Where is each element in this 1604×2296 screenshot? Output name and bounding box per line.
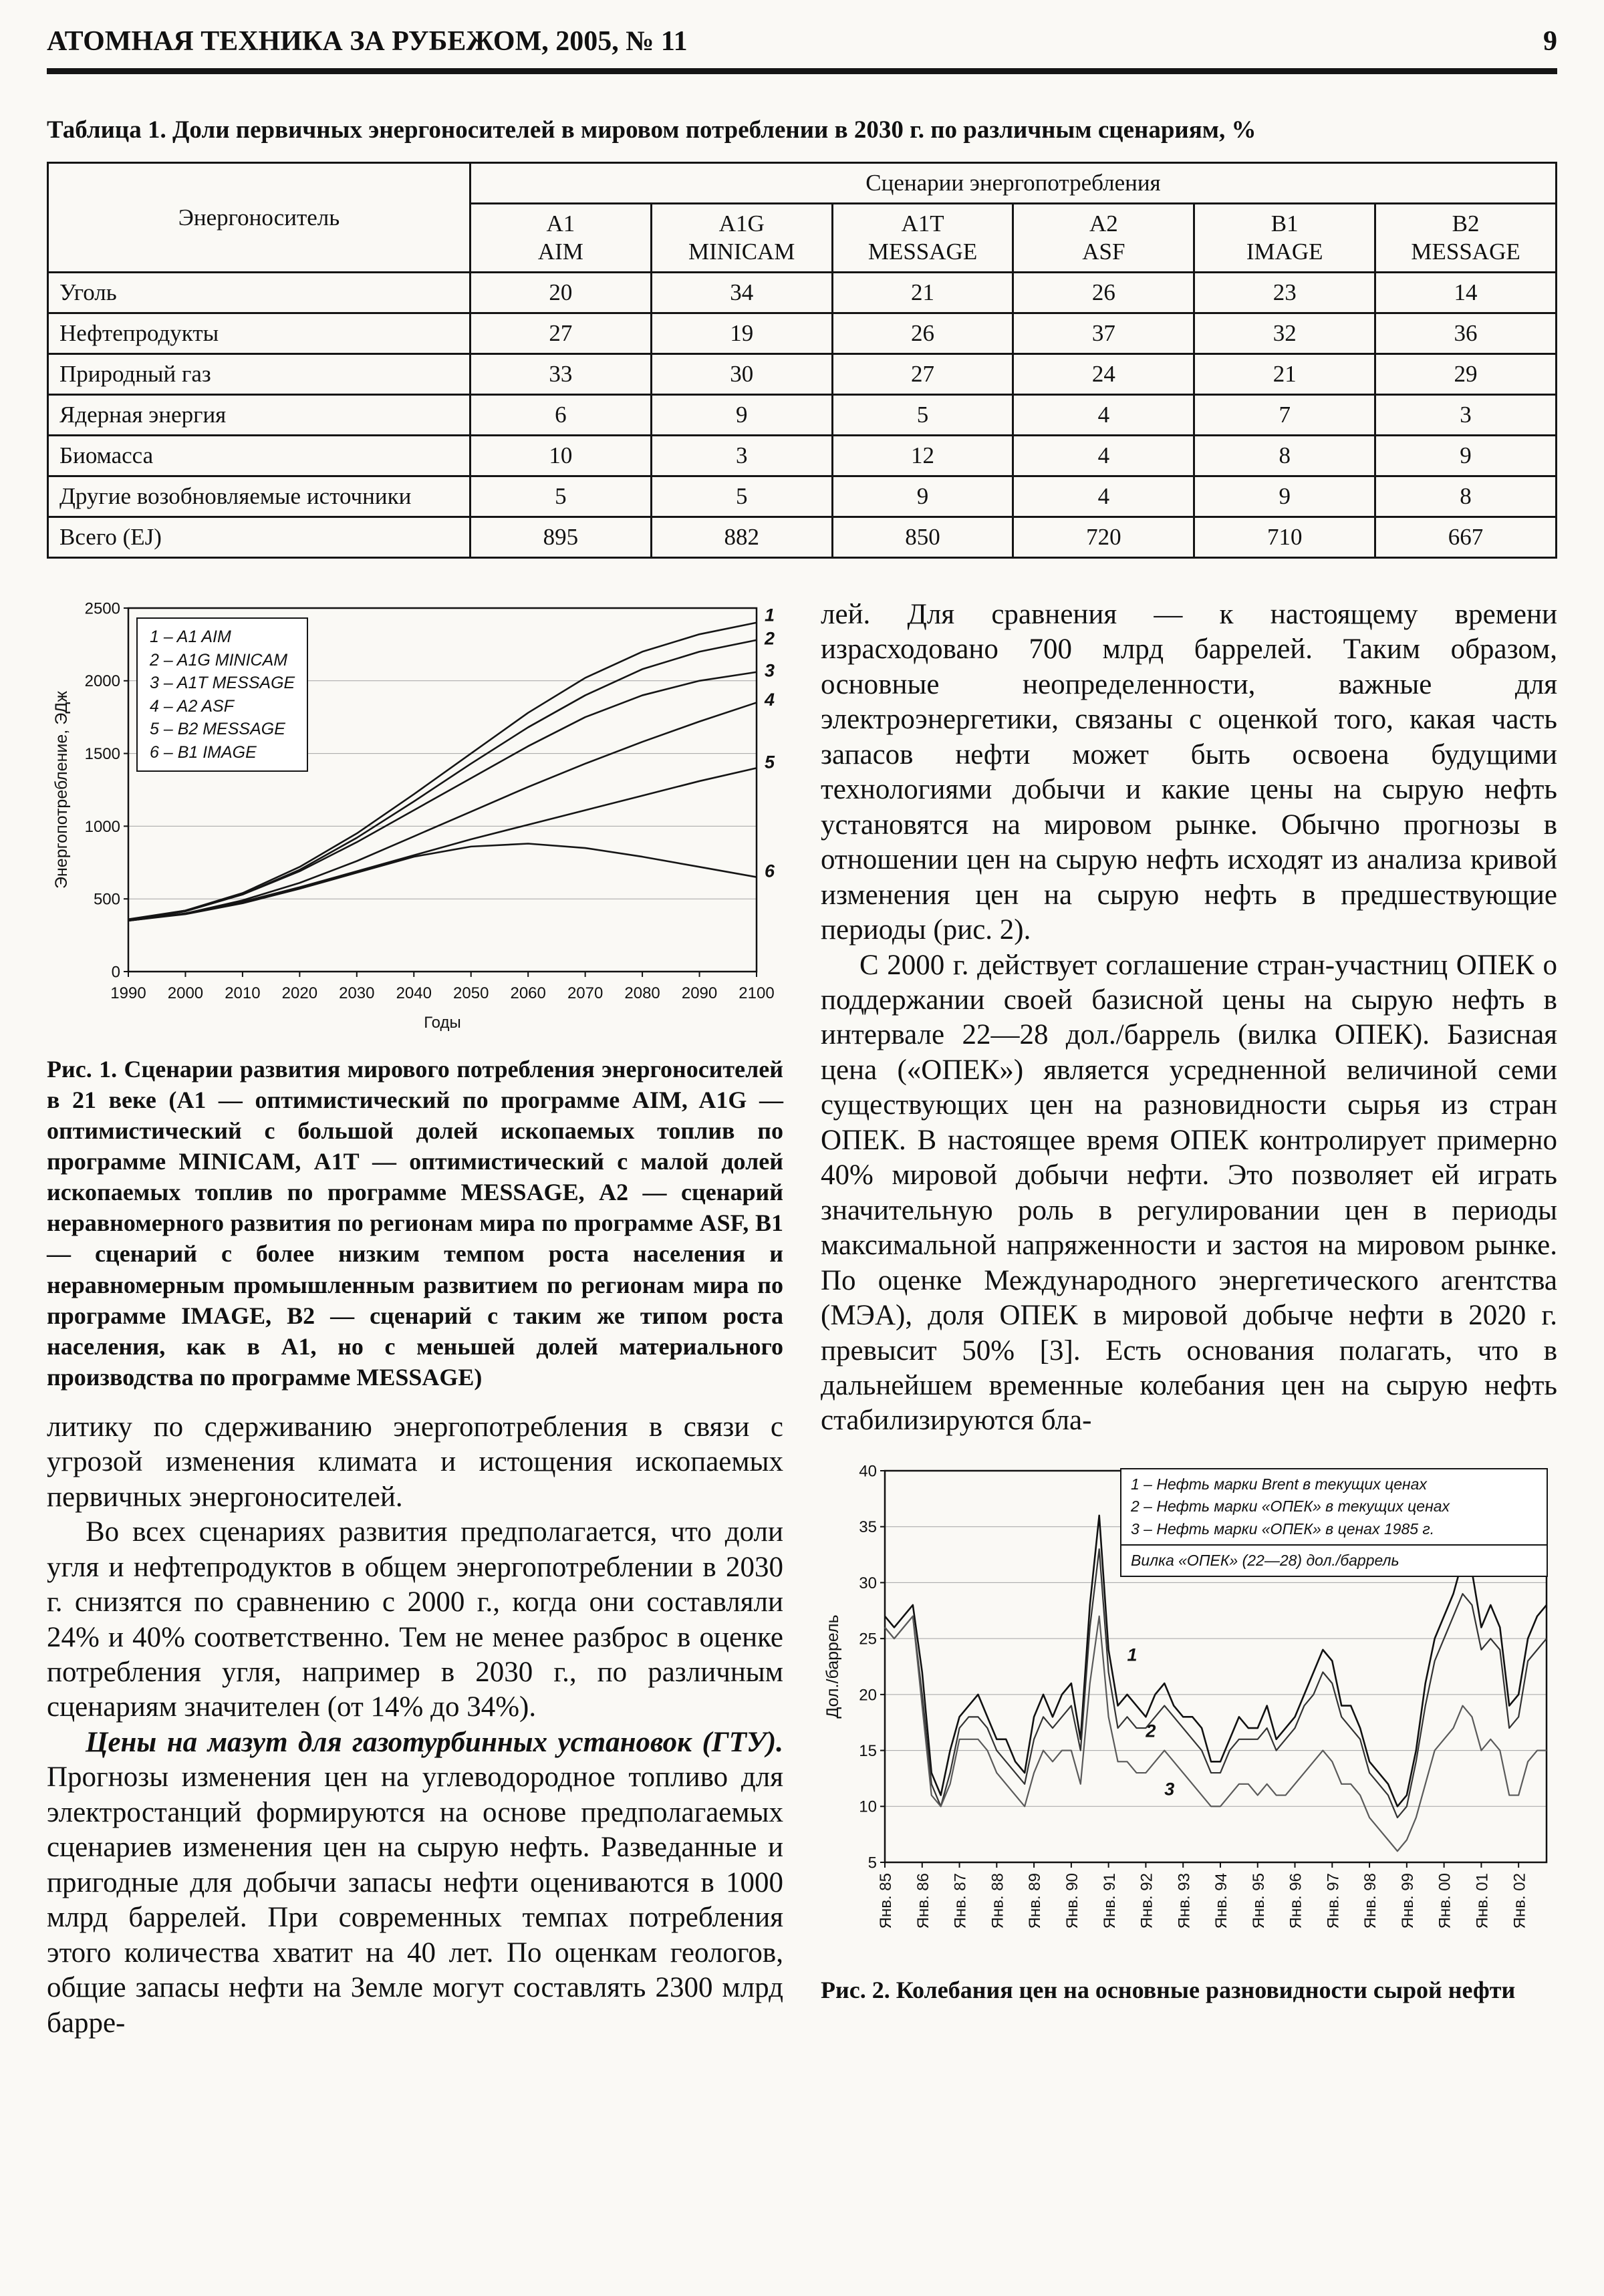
fig1-caption: Рис. 1. Сценарии развития мирового потребления энергоносителей в 21 веке (А1 — оптимистический по программе AIM, A1G — оптимистический с большой долей ископаемых топлив по программе MINICAM, А1Т — оптимистический с малой долей ископаемых топлив по программе MESSAGE, А2 — сценарий неравномерного развития по регионам мира по программе ASF, В1 — сценарий с более низким темпом роста населения и неравномерным промышленным развитием по регионам мира по программе IMAGE, В2 — сценарий с таким же типом роста населения, как в А1, но с меньшей долей материального производства по программе MESSAGE) [47,1056,783,1391]
cell-value: 14 [1375,273,1557,313]
svg-text:Янв. 92: Янв. 92 [1138,1872,1156,1929]
cell-value: 34 [651,273,832,313]
cell-value: 33 [470,354,651,395]
right-column-text [821,597,1557,1439]
row-label: Уголь [48,273,471,313]
cell-value: 30 [651,354,832,395]
svg-text:5: 5 [765,752,775,772]
svg-text:Янв. 98: Янв. 98 [1361,1872,1380,1929]
svg-text:1: 1 [1127,1644,1138,1665]
cell-value: 9 [1375,436,1557,476]
table-header-row [48,163,1557,204]
group-header: Сценарии энергопотребления [470,163,1556,204]
svg-text:Янв. 85: Янв. 85 [877,1872,896,1929]
cell-value: 21 [832,273,1013,313]
legend-item: Вилка «ОПЕК» (22—28) дол./баррель [1131,1551,1399,1569]
svg-text:Энергопотребление, ЭДж: Энергопотребление, ЭДж [52,691,71,889]
legend-item: 4 – A2 ASF [150,696,234,716]
paragraph: Цены на мазут для газотурбинных установок (ГТУ). Прогнозы изменения цен на углеводородное топливо для электростанций формируются на основе предполагаемых сценариев изменения цен на сырую нефть. Разведанные и пригодные для добычи запасы нефти оцениваются в 1000 млрд баррелей. При современных темпах потребления этого количества хватит на 40 лет. По оценкам геологов, общие запасы нефти на Земле могут составлять 2300 млрд барре- [47,1726,783,2039]
svg-text:Янв. 00: Янв. 00 [1436,1872,1454,1929]
cell-value: 4 [1013,436,1194,476]
svg-text:25: 25 [859,1630,877,1648]
cell-value: 37 [1013,313,1194,354]
cell-value: 5 [832,395,1013,436]
table-row [48,476,1557,517]
svg-text:3: 3 [765,660,775,681]
svg-text:Янв. 90: Янв. 90 [1063,1872,1081,1929]
svg-text:1000: 1000 [84,817,120,836]
column-header: A1G MINICAM [651,204,832,273]
figure-2 [821,1461,1557,1963]
cell-value: 720 [1013,517,1194,558]
row-label: Биомасса [48,436,471,476]
svg-text:40: 40 [859,1462,877,1481]
cell-value: 5 [651,476,832,517]
cell-value: 26 [832,313,1013,354]
table-row [48,313,1557,354]
fig2-caption: Рис. 2. Колебания цен на основные разновидности сырой нефти [821,1976,1516,2003]
row-label: Нефтепродукты [48,313,471,354]
cell-value: 8 [1194,436,1375,476]
cell-value: 8 [1375,476,1557,517]
svg-text:Годы: Годы [424,1014,461,1032]
column-header: A1 AIM [470,204,651,273]
fig2-legend [1120,1468,1548,1577]
svg-text:4: 4 [765,689,775,710]
cell-value: 9 [832,476,1013,517]
cell-value: 4 [1013,476,1194,517]
cell-value: 9 [1194,476,1375,517]
svg-text:Янв. 86: Янв. 86 [914,1872,932,1929]
cell-value: 667 [1375,517,1557,558]
corner-header: Энергоноситель [48,163,471,273]
cell-value: 5 [470,476,651,517]
cell-value: 10 [470,436,651,476]
svg-text:10: 10 [859,1798,877,1816]
svg-text:Янв. 99: Янв. 99 [1398,1872,1417,1929]
row-label: Всего (EJ) [48,517,471,558]
cell-value: 710 [1194,517,1375,558]
svg-text:20: 20 [859,1686,877,1705]
svg-text:1990: 1990 [110,984,146,1002]
cell-value: 32 [1194,313,1375,354]
table1-caption: Таблица 1. Доли первичных энергоносителей в мировом потреблении в 2030 г. по различным сценариям, % [47,116,1256,144]
svg-text:2050: 2050 [453,984,489,1002]
page-number: 9 [1543,26,1557,57]
svg-text:1500: 1500 [84,745,120,763]
paragraph: С 2000 г. действует соглашение стран-участниц ОПЕК о поддержании своей базисной цены на сырую нефть в интервале 22—28 дол./баррель (вилка ОПЕК). Базисная цена («ОПЕК») является усредненной величиной семи существующих цен на разновидности сырья из стран ОПЕК. В настоящее время ОПЕК контролирует примерно 40% мировой добычи нефти. Это позволяет ей играть значительную роль в регулировании цен в периоды максимальной напряженности и застоя на мировом рынке. По оценке Международного энергетического агентства (МЭА), доля ОПЕК в мировой добыче нефти в 2020 г. превысит 50% [3]. Есть основания полагать, что в дальнейшем временные колебания цен на сырую нефть стабилизируются бла- [821,949,1557,1437]
svg-text:2000: 2000 [84,672,120,691]
cell-value: 21 [1194,354,1375,395]
svg-text:2: 2 [1146,1721,1156,1741]
cell-value: 850 [832,517,1013,558]
right-column [821,597,1557,2041]
cell-value: 3 [651,436,832,476]
cell-value: 36 [1375,313,1557,354]
figure-1 [47,597,783,1042]
table-row [48,354,1557,395]
table-row [48,273,1557,313]
svg-text:30: 30 [859,1574,877,1592]
cell-value: 3 [1375,395,1557,436]
legend-item: 3 – A1T MESSAGE [150,674,295,692]
svg-text:2: 2 [765,628,775,649]
paragraph: лей. Для сравнения — к настоящему времени израсходовано 700 млрд баррелей. Таким образом, основные неопределенности, важные для электроэнергетики, связаны с оценкой того, какая часть запасов нефти может быть освоена будущими технологиями добычи и какие цены на сырую нефть установятся на мировом рынке. Обычно прогнозы в отношении цен на сырую нефть исходят из анализа кривой изменения цен на сырую нефть в предшествующие периоды (рис. 2). [821,599,1557,946]
svg-text:Дол./баррель: Дол./баррель [823,1614,842,1719]
cell-value: 26 [1013,273,1194,313]
table1 [47,162,1557,559]
fig2-legend-band [1120,1546,1548,1577]
cell-value: 27 [470,313,651,354]
svg-text:Янв. 93: Янв. 93 [1175,1872,1194,1929]
column-header: B1 IMAGE [1194,204,1375,273]
svg-text:Янв. 96: Янв. 96 [1287,1872,1305,1929]
cell-value: 12 [832,436,1013,476]
column-header: B2 MESSAGE [1375,204,1557,273]
legend-item: 1 – Нефть марки Brent в текущих ценах [1131,1475,1427,1493]
paragraph: Во всех сценариях развития предполагается, что доли угля и нефтепродуктов в общем энергопотреблении в 2030 г. снизятся по сравнению с 2000 г., когда они составляли 24% и 40% соответственно. Тем не менее разброс в оценке потребления угля, например в 2030 г., по различным сценариям значителен (от 14% до 34%). [47,1516,783,1723]
cell-value: 882 [651,517,832,558]
svg-text:2010: 2010 [225,984,261,1002]
cell-value: 27 [832,354,1013,395]
cell-value: 23 [1194,273,1375,313]
svg-text:2020: 2020 [281,984,318,1002]
cell-value: 895 [470,517,651,558]
column-header: A1T MESSAGE [832,204,1013,273]
row-label: Ядерная энергия [48,395,471,436]
svg-text:500: 500 [93,890,120,909]
svg-text:Янв. 88: Янв. 88 [988,1872,1007,1929]
svg-text:Янв. 01: Янв. 01 [1473,1872,1492,1929]
svg-text:2100: 2100 [739,984,775,1002]
left-column [47,597,783,2041]
svg-text:Янв. 91: Янв. 91 [1100,1872,1119,1929]
row-label: Природный газ [48,354,471,395]
cell-value: 9 [651,395,832,436]
column-header: A2 ASF [1013,204,1194,273]
svg-text:2030: 2030 [339,984,375,1002]
svg-text:2040: 2040 [396,984,432,1002]
svg-text:2500: 2500 [84,599,120,618]
journal-title: АТОМНАЯ ТЕХНИКА ЗА РУБЕЖОМ, 2005, № 11 [47,26,688,57]
legend-item: 1 – A1 AIM [150,627,231,646]
cell-value: 6 [470,395,651,436]
svg-text:15: 15 [859,1741,877,1760]
svg-text:Янв. 97: Янв. 97 [1324,1872,1343,1929]
fig1-legend [136,617,308,772]
svg-text:Янв. 02: Янв. 02 [1510,1872,1529,1929]
left-column-text [47,1410,783,2041]
svg-text:2000: 2000 [167,984,204,1002]
legend-item: 2 – A1G MINICAM [150,650,288,670]
svg-text:2080: 2080 [624,984,660,1002]
fig2-legend-series [1120,1468,1548,1546]
cell-value: 29 [1375,354,1557,395]
cell-value: 20 [470,273,651,313]
cell-value: 19 [651,313,832,354]
svg-text:5: 5 [867,1854,877,1872]
legend-item: 5 – B2 MESSAGE [150,720,285,738]
legend-item: 2 – Нефть марки «ОПЕК» в текущих ценах [1131,1497,1450,1516]
svg-text:0: 0 [111,963,120,982]
table-row [48,436,1557,476]
svg-text:2090: 2090 [681,984,718,1002]
svg-text:2070: 2070 [567,984,604,1002]
table-row [48,395,1557,436]
cell-value: 24 [1013,354,1194,395]
svg-text:2060: 2060 [510,984,546,1002]
svg-text:35: 35 [859,1518,877,1536]
page-header [47,25,1557,74]
legend-item: 6 – B1 IMAGE [150,742,257,762]
svg-text:6: 6 [765,861,775,881]
legend-item: 3 – Нефть марки «ОПЕК» в ценах 1985 г. [1131,1520,1435,1538]
paragraph: литику по сдерживанию энергопотребления в связи с угрозой изменения климата и истощения ископаемых первичных энергоносителей. [47,1411,783,1513]
svg-text:1: 1 [765,605,775,625]
svg-text:Янв. 89: Янв. 89 [1026,1872,1045,1929]
cell-value: 7 [1194,395,1375,436]
cell-value: 4 [1013,395,1194,436]
row-label: Другие возобновляемые источники [48,476,471,517]
svg-text:Янв. 87: Янв. 87 [951,1872,970,1929]
svg-text:3: 3 [1164,1779,1175,1800]
svg-text:Янв. 95: Янв. 95 [1249,1872,1268,1929]
table-row-total [48,517,1557,558]
svg-text:Янв. 94: Янв. 94 [1212,1872,1231,1929]
